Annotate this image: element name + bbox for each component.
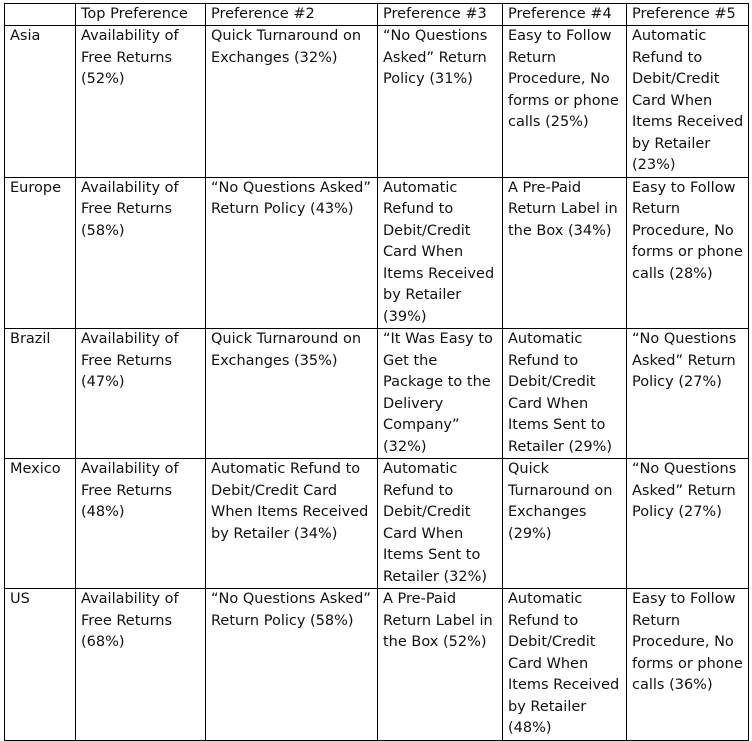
table-cell: Automatic Refund to Debit/Credit Card When Items Received by Retailer (34%)	[206, 459, 378, 589]
region-label: Europe	[5, 177, 76, 329]
table-cell: Quick Turnaround on Exchanges (35%)	[206, 329, 378, 459]
table-cell: Automatic Refund to Debit/Credit Card When Items Received by Retailer (48%)	[503, 589, 627, 741]
table-cell: “No Questions Asked” Return Policy (27%)	[627, 329, 749, 459]
return-preferences-table	[4, 3, 749, 741]
table-cell: “No Questions Asked” Return Policy (58%)	[206, 589, 378, 741]
region-label: Mexico	[5, 459, 76, 589]
table-cell: “No Questions Asked” Return Policy (43%)	[206, 177, 378, 329]
table-cell: Automatic Refund to Debit/Credit Card When Items Received by Retailer (39%)	[378, 177, 503, 329]
table-cell: A Pre-Paid Return Label in the Box (34%)	[503, 177, 627, 329]
table-cell: Availability of Free Returns (48%)	[76, 459, 206, 589]
table-cell: Availability of Free Returns (68%)	[76, 589, 206, 741]
table-cell: Availability of Free Returns (58%)	[76, 177, 206, 329]
table-cell: Automatic Refund to Debit/Credit Card When Items Received by Retailer (23%)	[627, 26, 749, 178]
header-preference-2: Preference #2	[206, 4, 378, 26]
table-cell: “No Questions Asked” Return Policy (27%)	[627, 459, 749, 589]
table-row	[5, 329, 749, 459]
header-preference-4: Preference #4	[503, 4, 627, 26]
table-cell: Easy to Follow Return Procedure, No forms or phone calls (36%)	[627, 589, 749, 741]
table-cell: Availability of Free Returns (52%)	[76, 26, 206, 178]
table-cell: Quick Turnaround on Exchanges (29%)	[503, 459, 627, 589]
table-cell: Automatic Refund to Debit/Credit Card When Items Sent to Retailer (29%)	[503, 329, 627, 459]
table-row	[5, 589, 749, 741]
table-cell: Availability of Free Returns (47%)	[76, 329, 206, 459]
header-row	[5, 4, 749, 26]
table-row	[5, 177, 749, 329]
header-corner	[5, 4, 76, 26]
region-label: Asia	[5, 26, 76, 178]
header-top-preference: Top Preference	[76, 4, 206, 26]
table-cell: “No Questions Asked” Return Policy (31%)	[378, 26, 503, 178]
table-row	[5, 459, 749, 589]
table-cell: Quick Turnaround on Exchanges (32%)	[206, 26, 378, 178]
table-cell: Easy to Follow Return Procedure, No forms or phone calls (25%)	[503, 26, 627, 178]
table-cell: Easy to Follow Return Procedure, No forms or phone calls (28%)	[627, 177, 749, 329]
table-cell: A Pre-Paid Return Label in the Box (52%)	[378, 589, 503, 741]
region-label: US	[5, 589, 76, 741]
table-cell: “It Was Easy to Get the Package to the Delivery Company” (32%)	[378, 329, 503, 459]
header-preference-3: Preference #3	[378, 4, 503, 26]
table-cell: Automatic Refund to Debit/Credit Card When Items Sent to Retailer (32%)	[378, 459, 503, 589]
region-label: Brazil	[5, 329, 76, 459]
header-preference-5: Preference #5	[627, 4, 749, 26]
table-row	[5, 26, 749, 178]
